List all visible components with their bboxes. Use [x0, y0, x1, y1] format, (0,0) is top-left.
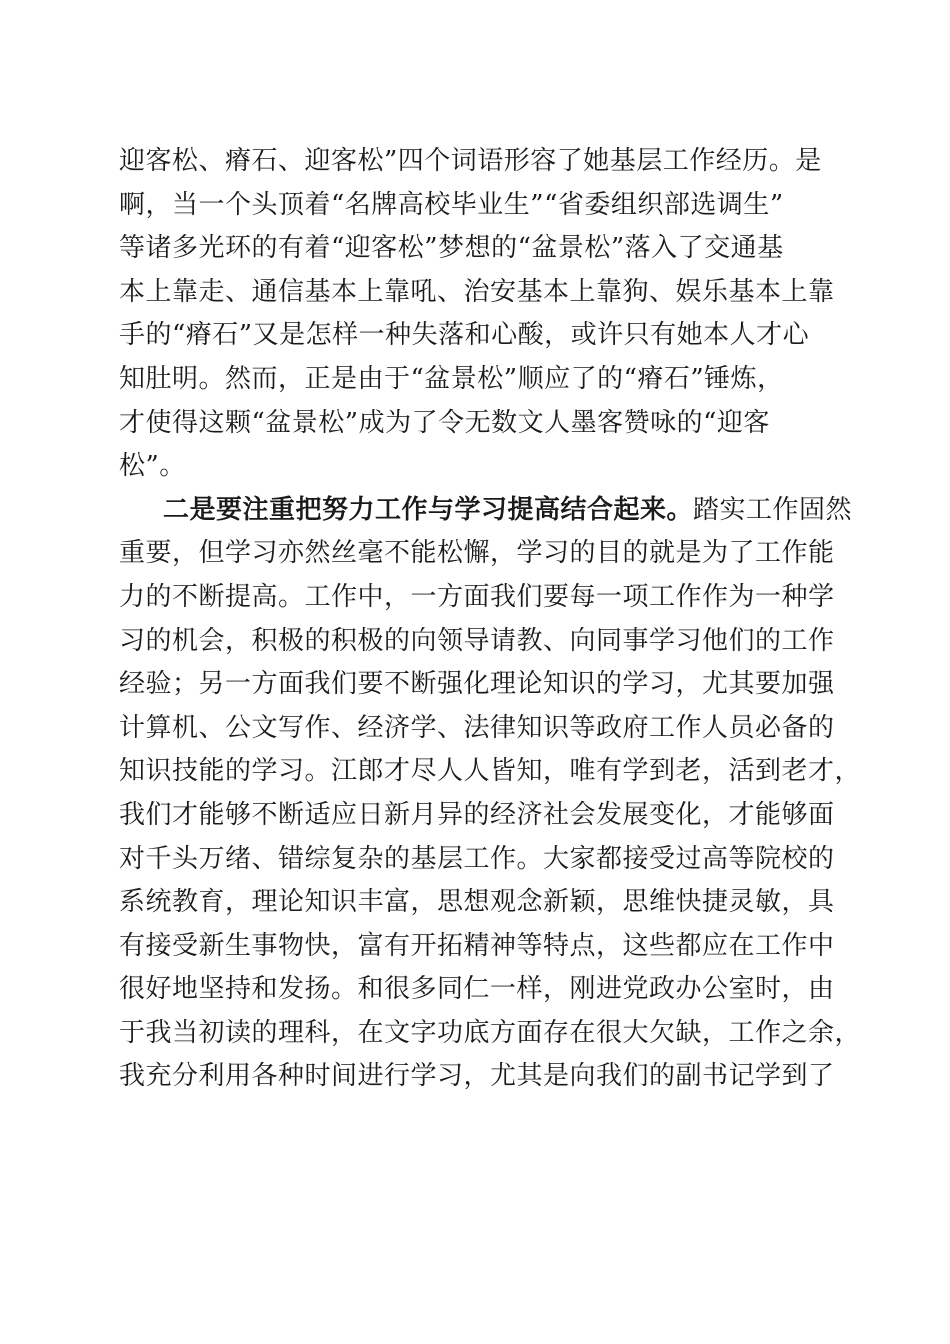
text-line: 松”。 [119, 451, 186, 482]
text-line: 啊，当一个头顶着“名牌高校毕业生”“省委组织部选调生” [119, 189, 784, 220]
paragraph-1 [119, 140, 839, 489]
paragraph-2 [119, 489, 862, 1099]
paragraph-2-first-line [119, 489, 853, 533]
paragraph-heading: 二是要注重把努力工作与学习提高结合起来。 [163, 494, 694, 525]
document-body [119, 140, 862, 1099]
text-line: 知肚明。然而，正是由于“盆景松”顺应了的“瘠石”锤炼， [119, 363, 784, 394]
text-line: 等诸多光环的有着“迎客松”梦想的“盆景松”落入了交通基 [119, 233, 784, 264]
text-line: 于我当初读的理科，在文字功底方面存在很大欠缺，工作之余， [119, 1017, 862, 1048]
text-line: 手的“瘠石”又是怎样一种失落和心酸，或许只有她本人才心 [119, 320, 810, 351]
text-line: 计算机、公文写作、经济学、法律知识等政府工作人员必备的 [119, 712, 835, 743]
heading-line-rest: 踏实工作固然 [693, 494, 853, 525]
text-line: 重要，但学习亦然丝毫不能松懈，学习的目的就是为了工作能 [119, 538, 835, 569]
text-line: 很好地坚持和发扬。和很多同仁一样，刚进党政办公室时，由 [119, 974, 835, 1005]
text-line: 习的机会，积极的积极的向领导请教、向同事学习他们的工作 [119, 625, 835, 656]
text-line: 力的不断提高。工作中，一方面我们要每一项工作作为一种学 [119, 581, 835, 612]
text-line: 系统教育，理论知识丰富，思想观念新颖，思维快捷灵敏，具 [119, 887, 835, 918]
text-line: 我们才能够不断适应日新月异的经济社会发展变化，才能够面 [119, 799, 835, 830]
text-line: 我充分利用各种时间进行学习，尤其是向我们的副书记学到了 [119, 1061, 835, 1092]
text-line: 迎客松、瘠石、迎客松”四个词语形容了她基层工作经历。是 [119, 146, 822, 176]
text-line: 知识技能的学习。江郎才尽人人皆知，唯有学到老，活到老才， [119, 756, 862, 787]
text-line: 有接受新生事物快，富有开拓精神等特点，这些都应在工作中 [119, 930, 835, 961]
text-line: 本上靠走、通信基本上靠吼、治安基本上靠狗、娱乐基本上靠 [119, 276, 835, 307]
text-line: 对千头万绪、错综复杂的基层工作。大家都接受过高等院校的 [119, 843, 835, 874]
text-line: 经验；另一方面我们要不断强化理论知识的学习，尤其要加强 [119, 669, 835, 700]
text-line: 才使得这颗“盆景松”成为了令无数文人墨客赞咏的“迎客 [119, 407, 770, 438]
